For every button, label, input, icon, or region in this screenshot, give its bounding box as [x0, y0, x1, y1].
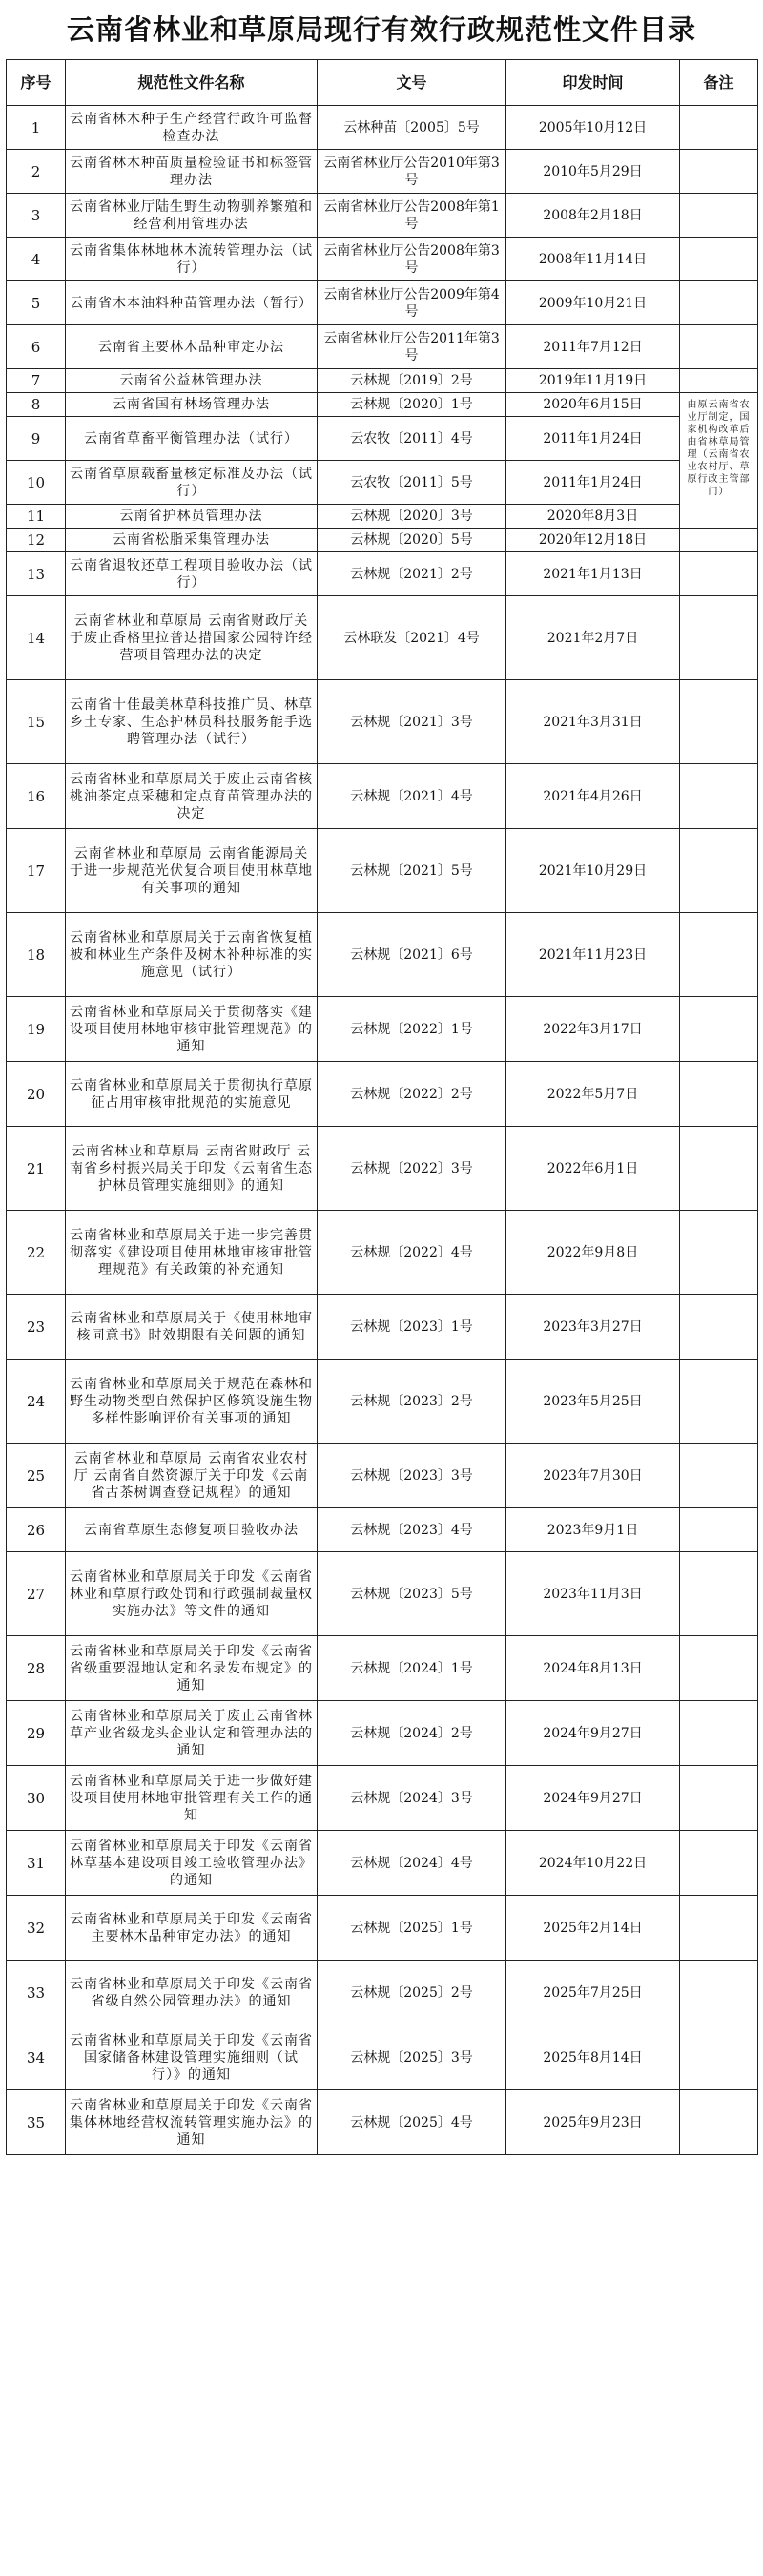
issue-date: 2021年11月23日	[506, 913, 680, 997]
remarks-cell	[680, 1508, 758, 1552]
document-number: 云南省林业厅公告2008年第3号	[318, 238, 506, 281]
row-number: 18	[7, 913, 66, 997]
row-number: 27	[7, 1552, 66, 1636]
document-name: 云南省林业和草原局关于印发《云南省省级自然公园管理办法》的通知	[66, 1961, 318, 2025]
row-number: 12	[7, 529, 66, 552]
document-number: 云农牧〔2011〕5号	[318, 461, 506, 505]
table-row	[7, 194, 758, 238]
document-name: 云南省林业和草原局关于贯彻落实《建设项目使用林地审核审批管理规范》的通知	[66, 997, 318, 1062]
document-name: 云南省林业和草原局关于印发《云南省省级重要湿地认定和名录发布规定》的通知	[66, 1636, 318, 1701]
row-number: 23	[7, 1295, 66, 1360]
document-number: 云林规〔2021〕3号	[318, 680, 506, 764]
document-name: 云南省林业和草原局关于进一步做好建设项目使用林地审批管理有关工作的通知	[66, 1766, 318, 1831]
table-row	[7, 680, 758, 764]
row-number: 2	[7, 150, 66, 194]
remarks-cell	[680, 150, 758, 194]
table-row	[7, 369, 758, 393]
row-number: 13	[7, 552, 66, 596]
document-number: 云林联发〔2021〕4号	[318, 596, 506, 680]
table-row	[7, 1062, 758, 1127]
table-row	[7, 1961, 758, 2025]
document-number: 云林规〔2025〕1号	[318, 1896, 506, 1961]
issue-date: 2009年10月21日	[506, 281, 680, 325]
issue-date: 2025年9月23日	[506, 2090, 680, 2155]
row-number: 21	[7, 1127, 66, 1211]
issue-date: 2011年7月12日	[506, 325, 680, 369]
document-name: 云南省护林员管理办法	[66, 505, 318, 529]
row-number: 28	[7, 1636, 66, 1701]
issue-date: 2005年10月12日	[506, 106, 680, 150]
remarks-cell	[680, 1295, 758, 1360]
remarks-cell	[680, 281, 758, 325]
row-number: 5	[7, 281, 66, 325]
document-name: 云南省林业和草原局关于废止云南省核桃油茶定点采穗和定点育苗管理办法的决定	[66, 764, 318, 829]
document-number: 云林规〔2021〕5号	[318, 829, 506, 913]
remarks-cell	[680, 1701, 758, 1766]
issue-date: 2025年8月14日	[506, 2025, 680, 2090]
table-row	[7, 596, 758, 680]
document-number: 云南省林业厅公告2011年第3号	[318, 325, 506, 369]
row-number: 10	[7, 461, 66, 505]
remarks-cell	[680, 238, 758, 281]
document-name: 云南省林业和草原局 云南省能源局关于进一步规范光伏复合项目使用林草地有关事项的通知	[66, 829, 318, 913]
document-number: 云林规〔2020〕3号	[318, 505, 506, 529]
issue-date: 2022年6月1日	[506, 1127, 680, 1211]
remarks-cell	[680, 829, 758, 913]
document-number: 云林规〔2025〕2号	[318, 1961, 506, 2025]
document-number: 云林规〔2021〕2号	[318, 552, 506, 596]
document-number: 云南省林业厅公告2008年第1号	[318, 194, 506, 238]
document-name: 云南省林业和草原局关于印发《云南省林业和草原行政处罚和行政强制裁量权实施办法》等文件的通知	[66, 1552, 318, 1636]
document-number: 云林规〔2024〕4号	[318, 1831, 506, 1896]
document-name: 云南省林业和草原局关于印发《云南省国家储备林建设管理实施细则（试行）》的通知	[66, 2025, 318, 2090]
issue-date: 2020年6月15日	[506, 393, 680, 417]
table-row	[7, 150, 758, 194]
document-number: 云林规〔2025〕4号	[318, 2090, 506, 2155]
issue-date: 2020年12月18日	[506, 529, 680, 552]
table-row	[7, 913, 758, 997]
table-row	[7, 1211, 758, 1295]
row-number: 17	[7, 829, 66, 913]
table-row	[7, 529, 758, 552]
document-number: 云林规〔2023〕5号	[318, 1552, 506, 1636]
remarks-cell	[680, 369, 758, 393]
row-number: 31	[7, 1831, 66, 1896]
document-name: 云南省林业厅陆生野生动物驯养繁殖和经营利用管理办法	[66, 194, 318, 238]
row-number: 29	[7, 1701, 66, 1766]
header-no: 序号	[7, 60, 66, 106]
document-number: 云林规〔2023〕2号	[318, 1360, 506, 1444]
remarks-cell	[680, 529, 758, 552]
remarks-cell	[680, 764, 758, 829]
row-number: 16	[7, 764, 66, 829]
document-name: 云南省公益林管理办法	[66, 369, 318, 393]
table-row	[7, 1552, 758, 1636]
document-name: 云南省草原载畜量核定标准及办法（试行）	[66, 461, 318, 505]
issue-date: 2011年1月24日	[506, 417, 680, 461]
document-name: 云南省林业和草原局关于印发《云南省主要林木品种审定办法》的通知	[66, 1896, 318, 1961]
row-number: 32	[7, 1896, 66, 1961]
row-number: 4	[7, 238, 66, 281]
document-name: 云南省国有林场管理办法	[66, 393, 318, 417]
issue-date: 2025年2月14日	[506, 1896, 680, 1961]
remarks-cell	[680, 680, 758, 764]
table-row	[7, 1508, 758, 1552]
row-number: 3	[7, 194, 66, 238]
header-remarks: 备注	[680, 60, 758, 106]
issue-date: 2022年3月17日	[506, 997, 680, 1062]
table-row	[7, 552, 758, 596]
row-number: 6	[7, 325, 66, 369]
table-row	[7, 2090, 758, 2155]
document-name: 云南省林业和草原局关于废止云南省林草产业省级龙头企业认定和管理办法的通知	[66, 1701, 318, 1766]
issue-date: 2021年3月31日	[506, 680, 680, 764]
issue-date: 2008年2月18日	[506, 194, 680, 238]
document-number: 云林规〔2023〕1号	[318, 1295, 506, 1360]
row-number: 26	[7, 1508, 66, 1552]
remarks-cell	[680, 997, 758, 1062]
row-number: 1	[7, 106, 66, 150]
remarks-cell	[680, 596, 758, 680]
document-name: 云南省林木种子生产经营行政许可监督检查办法	[66, 106, 318, 150]
document-number: 云农牧〔2011〕4号	[318, 417, 506, 461]
table-row	[7, 461, 758, 505]
document-number: 云南省林业厅公告2009年第4号	[318, 281, 506, 325]
remarks-cell	[680, 1552, 758, 1636]
remarks-cell	[680, 1636, 758, 1701]
document-number: 云林规〔2021〕4号	[318, 764, 506, 829]
document-number: 云林规〔2022〕2号	[318, 1062, 506, 1127]
document-number: 云林规〔2024〕3号	[318, 1766, 506, 1831]
issue-date: 2025年7月25日	[506, 1961, 680, 2025]
row-number: 20	[7, 1062, 66, 1127]
row-number: 22	[7, 1211, 66, 1295]
remarks-cell	[680, 1127, 758, 1211]
document-number: 云林规〔2022〕3号	[318, 1127, 506, 1211]
remarks-cell	[680, 552, 758, 596]
issue-date: 2021年2月7日	[506, 596, 680, 680]
document-name: 云南省林业和草原局 云南省财政厅 云南省乡村振兴局关于印发《云南省生态护林员管理实施细则》的通知	[66, 1127, 318, 1211]
table-row	[7, 281, 758, 325]
table-row	[7, 997, 758, 1062]
document-name: 云南省林业和草原局 云南省财政厅关于废止香格里拉普达措国家公园特许经营项目管理办法的决定	[66, 596, 318, 680]
table-row	[7, 2025, 758, 2090]
document-number: 云林种苗〔2005〕5号	[318, 106, 506, 150]
document-number: 云林规〔2023〕4号	[318, 1508, 506, 1552]
row-number: 33	[7, 1961, 66, 2025]
row-number: 7	[7, 369, 66, 393]
row-number: 34	[7, 2025, 66, 2090]
header-name: 规范性文件名称	[66, 60, 318, 106]
document-number: 云林规〔2022〕1号	[318, 997, 506, 1062]
issue-date: 2011年1月24日	[506, 461, 680, 505]
table-row	[7, 325, 758, 369]
remarks-cell	[680, 1961, 758, 2025]
table-header-row	[7, 60, 758, 106]
regulations-table	[6, 59, 758, 2155]
row-number: 35	[7, 2090, 66, 2155]
table-row	[7, 764, 758, 829]
remarks-cell	[680, 1360, 758, 1444]
document-name: 云南省集体林地林木流转管理办法（试行）	[66, 238, 318, 281]
remarks-cell	[680, 325, 758, 369]
document-title: 云南省林业和草原局现行有效行政规范性文件目录	[66, 13, 696, 46]
remarks-cell	[680, 1831, 758, 1896]
document-name: 云南省退牧还草工程项目验收办法（试行）	[66, 552, 318, 596]
row-number: 19	[7, 997, 66, 1062]
table-row	[7, 106, 758, 150]
document-name: 云南省松脂采集管理办法	[66, 529, 318, 552]
document-name: 云南省林木种苗质量检验证书和标签管理办法	[66, 150, 318, 194]
header-doc-number: 文号	[318, 60, 506, 106]
document-name: 云南省林业和草原局关于规范在森林和野生动物类型自然保护区修筑设施生物多样性影响评价有关事项的通知	[66, 1360, 318, 1444]
document-name: 云南省主要林木品种审定办法	[66, 325, 318, 369]
issue-date: 2021年4月26日	[506, 764, 680, 829]
document-name: 云南省林业和草原局关于贯彻执行草原征占用审核审批规范的实施意见	[66, 1062, 318, 1127]
table-row	[7, 1444, 758, 1508]
document-name: 云南省林业和草原局关于印发《云南省集体林地经营权流转管理实施办法》的通知	[66, 2090, 318, 2155]
header-issue-date: 印发时间	[506, 60, 680, 106]
remarks-cell	[680, 913, 758, 997]
issue-date: 2010年5月29日	[506, 150, 680, 194]
remarks-cell	[680, 2025, 758, 2090]
row-number: 14	[7, 596, 66, 680]
table-row	[7, 1766, 758, 1831]
issue-date: 2022年5月7日	[506, 1062, 680, 1127]
document-number: 云林规〔2024〕2号	[318, 1701, 506, 1766]
table-row	[7, 1636, 758, 1701]
table-row	[7, 1701, 758, 1766]
document-name: 云南省林业和草原局 云南省农业农村厅 云南省自然资源厅关于印发《云南省古茶树调查登记规程》的通知	[66, 1444, 318, 1508]
table-row	[7, 238, 758, 281]
document-number: 云林规〔2019〕2号	[318, 369, 506, 393]
document-name: 云南省林业和草原局关于云南省恢复植被和林业生产条件及树木补种标准的实施意见（试行）	[66, 913, 318, 997]
table-row	[7, 1127, 758, 1211]
issue-date: 2024年10月22日	[506, 1831, 680, 1896]
table-row	[7, 1896, 758, 1961]
issue-date: 2008年11月14日	[506, 238, 680, 281]
issue-date: 2024年9月27日	[506, 1701, 680, 1766]
document-number: 云林规〔2021〕6号	[318, 913, 506, 997]
row-number: 15	[7, 680, 66, 764]
document-number: 云林规〔2022〕4号	[318, 1211, 506, 1295]
document-number: 云林规〔2023〕3号	[318, 1444, 506, 1508]
document-number: 云林规〔2020〕1号	[318, 393, 506, 417]
issue-date: 2022年9月8日	[506, 1211, 680, 1295]
remarks-cell	[680, 1766, 758, 1831]
remarks-cell	[680, 1896, 758, 1961]
row-number: 11	[7, 505, 66, 529]
remarks-cell	[680, 194, 758, 238]
document-number: 云林规〔2025〕3号	[318, 2025, 506, 2090]
table-row	[7, 505, 758, 529]
issue-date: 2023年7月30日	[506, 1444, 680, 1508]
issue-date: 2023年9月1日	[506, 1508, 680, 1552]
issue-date: 2024年8月13日	[506, 1636, 680, 1701]
table-row	[7, 1831, 758, 1896]
remarks-note: 由原云南省农业厅制定，国家机构改革后由省林草局管理（云南省农业农村厅、草原行政主管部门）	[680, 393, 758, 529]
table-row	[7, 417, 758, 461]
table-row	[7, 829, 758, 913]
document-number: 云南省林业厅公告2010年第3号	[318, 150, 506, 194]
remarks-cell	[680, 1444, 758, 1508]
table-row	[7, 1360, 758, 1444]
document-name: 云南省林业和草原局关于印发《云南省林草基本建设项目竣工验收管理办法》的通知	[66, 1831, 318, 1896]
remarks-cell	[680, 1211, 758, 1295]
issue-date: 2019年11月19日	[506, 369, 680, 393]
table-row	[7, 1295, 758, 1360]
table-row	[7, 393, 758, 417]
issue-date: 2021年10月29日	[506, 829, 680, 913]
document-name: 云南省草原生态修复项目验收办法	[66, 1508, 318, 1552]
remarks-cell	[680, 2090, 758, 2155]
issue-date: 2023年5月25日	[506, 1360, 680, 1444]
row-number: 8	[7, 393, 66, 417]
document-name: 云南省草畜平衡管理办法（试行）	[66, 417, 318, 461]
remarks-cell	[680, 1062, 758, 1127]
issue-date: 2021年1月13日	[506, 552, 680, 596]
document-number: 云林规〔2024〕1号	[318, 1636, 506, 1701]
document-name: 云南省十佳最美林草科技推广员、林草乡土专家、生态护林员科技服务能手选聘管理办法（试行）	[66, 680, 318, 764]
issue-date: 2024年9月27日	[506, 1766, 680, 1831]
issue-date: 2020年8月3日	[506, 505, 680, 529]
document-number: 云林规〔2020〕5号	[318, 529, 506, 552]
document-name: 云南省木本油料种苗管理办法（暂行）	[66, 281, 318, 325]
document-name: 云南省林业和草原局关于《使用林地审核同意书》时效期限有关问题的通知	[66, 1295, 318, 1360]
row-number: 9	[7, 417, 66, 461]
row-number: 30	[7, 1766, 66, 1831]
document-name: 云南省林业和草原局关于进一步完善贯彻落实《建设项目使用林地审核审批管理规范》有关政策的补充通知	[66, 1211, 318, 1295]
row-number: 24	[7, 1360, 66, 1444]
issue-date: 2023年3月27日	[506, 1295, 680, 1360]
issue-date: 2023年11月3日	[506, 1552, 680, 1636]
remarks-cell	[680, 106, 758, 150]
row-number: 25	[7, 1444, 66, 1508]
